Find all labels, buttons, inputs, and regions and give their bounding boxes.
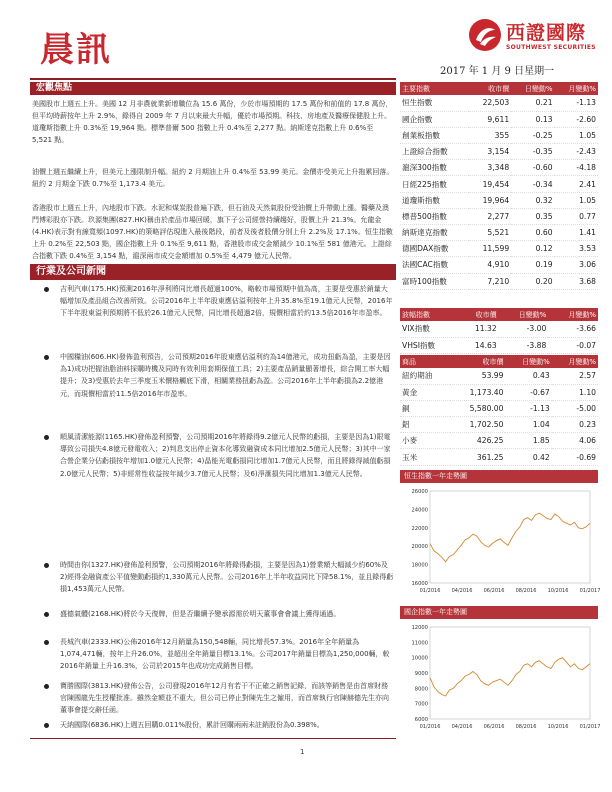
market-focus-paragraph: 油價上週五繼續上升，但美元上漲限制升幅。紐約 2 月期油上升 0.4%至 53.99 美元。金價亦受美元上升拖累回落。紐約 2 月期金下跌 0.7%至 1,173.4 美元。	[32, 168, 394, 188]
table-header: 波幅指數	[400, 308, 458, 321]
table-header: 月變動%	[555, 82, 598, 95]
table-row	[400, 241, 598, 257]
table-cell: 0.43	[505, 368, 551, 384]
header-rule	[30, 78, 396, 80]
table-row	[400, 176, 598, 192]
table-cell: 11.32	[458, 321, 498, 337]
table-header: 月變動%	[548, 308, 598, 321]
y-tick-label: 24000	[411, 507, 428, 514]
table-cell: 0.23	[552, 417, 598, 433]
series-line	[430, 513, 590, 562]
table-row	[400, 257, 598, 273]
news-item: 寶勝國際(3813.HK)發佈公告，公司發現2016年12月有若干不正確之銷售記錄，而該等銷售是由首席財務官陳國龍先生授權批准。雖然金額並不重大，但公司已停止對陳先生之僱用，而首席執行官陳赫德先生亦向董事會提交辭任函。	[60, 682, 389, 715]
table-cell: VHSI指數	[400, 337, 458, 353]
table-cell: 富時100指數	[400, 273, 469, 289]
news-item: 時間由你(1327.HK)發佈盈利預警，公司預期2016年將錄得虧損，主要是因為1)營業額大幅減少約60%及2)經得金融資產公平值變動虧損約1,330萬元人民幣。公司2016年上半年收益同比下降58.1%，並且錄得虧損1,453萬元人民幣。	[60, 561, 394, 594]
table-row	[400, 95, 598, 111]
x-tick-label: 10/2016	[547, 588, 569, 594]
table-cell: 滬深300指數	[400, 160, 469, 176]
news-item: 順風清潔能源(1165.HK)發佈盈利預警，公司預期2016年將錄得9.2億元人民幣的虧損，主要是因為1)限電導致公司損失4.8億元發電收入；2)判息支出停止資本化導致融資成本同比增加2.5億元人民幣；3)其中一家合營企業分佔虧損按年增加1.0億元人民幣；4)晶能光電虧損同比增加1.7億元人民幣，而且將錄得減值虧損2.0億元人民幣；5)非經常性收益按年減少3.7億元人民幣；及6)淨滙損失同比增加1.3億元人民幣。	[60, 433, 391, 478]
table-cell: 1,702.50	[450, 417, 505, 433]
table-row	[400, 337, 598, 353]
table-cell: 0.21	[511, 95, 554, 111]
bullet-icon	[44, 640, 49, 645]
table-row	[400, 111, 598, 127]
table-cell: 2.41	[555, 176, 598, 192]
x-tick-label: 01/2017	[579, 588, 601, 594]
table-cell: 426.25	[450, 433, 505, 449]
market-focus-heading: 宏觀焦點	[30, 82, 396, 95]
table-row	[400, 208, 598, 224]
table-cell: 1.10	[552, 384, 598, 400]
y-tick-label: 12000	[411, 625, 428, 631]
table-row	[400, 127, 598, 143]
table-cell: 9,611	[469, 111, 511, 127]
table-body	[400, 368, 598, 465]
table-cell: -3.66	[548, 321, 598, 337]
table-header: 月變動%	[552, 355, 598, 368]
y-tick-label: 18000	[411, 562, 428, 569]
table-row	[400, 400, 598, 416]
table-cell: 0.35	[511, 208, 554, 224]
table-cell: 1,173.40	[450, 384, 505, 400]
table-row	[400, 225, 598, 241]
table-cell: 14.63	[458, 337, 498, 353]
series-line	[430, 658, 590, 696]
table-cell: 0.32	[511, 192, 554, 208]
table-cell: -0.25	[511, 127, 554, 143]
table-cell: -3.00	[499, 321, 549, 337]
logo-english-name: SOUTHWEST SECURITIES	[506, 44, 596, 51]
table-cell: 1.05	[555, 192, 598, 208]
table-header: 日變動%	[499, 308, 549, 321]
table-cell: 1.41	[555, 225, 598, 241]
volatility-table	[400, 308, 598, 354]
table-cell: 道瓊斯指數	[400, 192, 469, 208]
table-cell: -0.07	[548, 337, 598, 353]
market-focus-paragraph: 美國股市上週五上升。美國 12 月非農就業新增職位為 15.6 萬份，少於市場預期的 17.5 萬份和前值的 17.8 萬份，但平均時薪按年上升 2.9%，錄得自 2009 年 7 月以來最大升幅，優於市場預期。科技、房地產及醫療保健股上升。道瓊斯指數上升 0.3%至 19,964 點。標準普爾 500 指數上升 0.4%至 2,277 點。納斯達克指數上升 0.6%至 5,521 點。	[32, 100, 393, 144]
hsi-chart-plot	[400, 483, 601, 601]
table-cell: -1.13	[555, 95, 598, 111]
table-cell: 0.77	[555, 208, 598, 224]
bullet-icon	[44, 287, 49, 292]
table-row	[400, 192, 598, 208]
table-cell: 0.12	[511, 241, 554, 257]
table-row	[400, 321, 598, 337]
footer-rule	[30, 738, 396, 739]
table-cell: -5.00	[552, 400, 598, 416]
table-cell: -0.60	[511, 160, 554, 176]
table-header: 收市價	[469, 82, 511, 95]
table-cell: 0.42	[505, 449, 551, 465]
table-header: 主要指數	[400, 82, 469, 95]
company-logo	[468, 16, 598, 60]
table-cell: 恒生指數	[400, 95, 469, 111]
bullet-icon	[44, 612, 49, 617]
table-cell: VIX指數	[400, 321, 458, 337]
table-cell: 0.60	[511, 225, 554, 241]
table-cell: 355	[469, 127, 511, 143]
table-body	[400, 321, 598, 353]
x-tick-label: 06/2016	[483, 724, 505, 730]
table-cell: 法國CAC指數	[400, 257, 469, 273]
table-row	[400, 144, 598, 160]
table-cell: -0.35	[511, 144, 554, 160]
news-item: 天納國際(6836.HK)上週五回購0.011%股份，累計回購兩兩未註銷股份為0.398%。	[60, 721, 324, 729]
y-tick-label: 20000	[411, 544, 428, 551]
table-cell: 3.68	[555, 273, 598, 289]
table-cell: 19,964	[469, 192, 511, 208]
news-item: 中國糧油(606.HK)發佈盈利預告，公司預期2016年股東應佔溢利約為14億港元，成功扭虧為盈，主要是因為1)成功把握油脂油料採購時機及同時有效利用套期保值工具；2)主要產品銷量顯著增長，綜合開工率大幅提升；及3)受惠於去年三季度玉米價格觸底下滑，相關業務扭虧為盈。公司2016年上半年虧損為2.2億港元，而現價相當於11.5倍2016年市盈率。	[60, 353, 391, 398]
x-tick-label: 08/2016	[515, 588, 537, 594]
y-tick-label: 6000	[414, 717, 428, 723]
x-tick-label: 06/2016	[483, 588, 505, 594]
table-cell: -4.18	[555, 160, 598, 176]
x-tick-label: 01/2016	[419, 588, 441, 594]
table-cell: 0.20	[511, 273, 554, 289]
report-date: 2017 年 1 月 9 日星期一	[440, 66, 555, 77]
y-tick-label: 11000	[411, 640, 428, 647]
bullet-icon	[44, 723, 49, 728]
table-cell: 紐約期油	[400, 368, 450, 384]
plot-frame	[430, 491, 590, 583]
news-item: 長城汽車(2333.HK)公佈2016年12月銷量為150,548輛，同比增長57.3%。2016年全年銷量為1,074,471輛，按年上升26.0%，並超出全年銷量目標13.1%。公司2017年銷量目標為1,250,000輛，較2016年銷量上升16.3%，公司於2015年也成功完成銷售目標。	[60, 638, 390, 671]
bullet-icon	[44, 355, 49, 360]
table-cell: 1.05	[555, 127, 598, 143]
table-row	[400, 417, 598, 433]
table-cell: 1.85	[505, 433, 551, 449]
y-tick-label: 9000	[414, 671, 428, 677]
table-cell: 德國DAX指數	[400, 241, 469, 257]
table-cell: -0.67	[505, 384, 551, 400]
table-cell: 黃金	[400, 384, 450, 400]
table-header-row	[400, 355, 598, 368]
table-cell: -1.13	[505, 400, 551, 416]
table-cell: 7,210	[469, 273, 511, 289]
table-row	[400, 449, 598, 465]
table-row	[400, 433, 598, 449]
table-cell: -0.69	[552, 449, 598, 465]
hsi-chart	[400, 470, 601, 601]
table-cell: 3.06	[555, 257, 598, 273]
major-indices-table	[400, 82, 598, 290]
table-cell: 361.25	[450, 449, 505, 465]
table-row	[400, 368, 598, 384]
table-cell: 2,277	[469, 208, 511, 224]
y-tick-label: 10000	[411, 655, 428, 662]
table-cell: 鋁	[400, 417, 450, 433]
table-cell: 3,348	[469, 160, 511, 176]
y-tick-label: 16000	[411, 581, 428, 587]
x-tick-label: 10/2016	[547, 724, 569, 730]
table-header: 收市價	[450, 355, 505, 368]
table-cell: 4,910	[469, 257, 511, 273]
report-title: 晨訊	[40, 30, 112, 70]
commodities-table	[400, 355, 598, 466]
table-row	[400, 160, 598, 176]
table-cell: -2.43	[555, 144, 598, 160]
page-number: 1	[300, 748, 305, 756]
y-tick-label: 7000	[414, 701, 428, 708]
table-header: 商品	[400, 355, 450, 368]
x-tick-label: 04/2016	[451, 724, 473, 730]
table-cell: 創業板指數	[400, 127, 469, 143]
table-cell: 22,503	[469, 95, 511, 111]
logo-name: 西證國際	[506, 22, 587, 44]
table-header-row	[400, 82, 598, 95]
table-body	[400, 95, 598, 289]
table-cell: 3.53	[555, 241, 598, 257]
table-cell: 5,521	[469, 225, 511, 241]
table-cell: -0.34	[511, 176, 554, 192]
table-cell: 納斯達克指數	[400, 225, 469, 241]
table-row	[400, 384, 598, 400]
table-cell: 11,599	[469, 241, 511, 257]
table-header: 收市價	[458, 308, 498, 321]
table-cell: 0.13	[511, 111, 554, 127]
x-tick-label: 04/2016	[451, 588, 473, 594]
table-cell: 日經225指數	[400, 176, 469, 192]
table-header: 日變動%	[511, 82, 554, 95]
bullet-icon	[44, 563, 49, 568]
x-tick-label: 01/2016	[419, 724, 441, 730]
table-cell: 標普500指數	[400, 208, 469, 224]
bullet-icon	[44, 435, 49, 440]
table-cell: 玉米	[400, 449, 450, 465]
y-tick-label: 26000	[411, 489, 428, 495]
table-header: 日變動%	[505, 355, 551, 368]
table-cell: 銅	[400, 400, 450, 416]
table-cell: 國企指數	[400, 111, 469, 127]
market-focus-paragraph: 香港股市上週五上升，內地股市下跌。水泥和煤炭股普遍下跌，但石油及天然氣股份受油價上升帶動上漲。醫藥及澳門博彩股亦下跌。玖源集團(827.HK)稱由於產品市場回暖，旗下子公司經營持續趨好，股價上升 21.3%。允龍金(4.HK)表示對有線寬頻(1097.HK)的策略評估現進入最後階段，前者及後者股價分別上升 2.2%及 17.1%。恒生指數上升 0.2%至 22,503 點，國企指數上升 0.1%至 9,611 點，香港股市成交金額減少 10.1%至 581 億港元。上證綜合指數下跌 0.4%至 3,154 點，滬深兩市成交金額增加 0.5%至 4,479 億元人民幣。	[32, 204, 393, 260]
table-cell: 3,154	[469, 144, 511, 160]
table-cell: 上證綜合指數	[400, 144, 469, 160]
table-row	[400, 273, 598, 289]
table-cell: -3.88	[499, 337, 549, 353]
y-tick-label: 22000	[411, 525, 428, 532]
table-cell: 小麥	[400, 433, 450, 449]
table-cell: 4.06	[552, 433, 598, 449]
table-cell: 2.57	[552, 368, 598, 384]
news-item: 吉利汽車(175.HK)預測2016年淨利將同比增長超過100%，略較市場預期中值為高，主要是受惠於銷量大幅增加及產品組合改善所致。公司2016年上半年股東應佔溢利按年上升35.8%至19.1億元人民幣，2016年下半年股東溢利預期將不低於26.1億元人民幣，同比增長超過2倍，規價相當於約13.5倍2016年市盈率。	[60, 285, 393, 318]
table-cell: 1.04	[505, 417, 551, 433]
x-tick-label: 08/2016	[515, 724, 537, 730]
table-cell: 53.99	[450, 368, 505, 384]
bullet-icon	[44, 684, 49, 689]
table-cell: 19,454	[469, 176, 511, 192]
y-tick-label: 8000	[414, 686, 428, 693]
hscei-chart	[400, 606, 601, 737]
x-tick-label: 01/2017	[579, 724, 601, 730]
hscei-chart-plot	[400, 619, 601, 737]
table-cell: -2.60	[555, 111, 598, 127]
news-item: 盛德氣體(2168.HK)將於今天復牌，但是否繼續予變承源需於明天董事會會議上獲得通過。	[60, 610, 341, 618]
chart-title: 國企指數一年走勢圖	[400, 606, 598, 619]
table-cell: 5,580.00	[450, 400, 505, 416]
table-header-row	[400, 308, 598, 321]
logo-mark-icon	[468, 18, 502, 52]
table-cell: 0.19	[511, 257, 554, 273]
industry-news-heading: 行業及公司新聞	[30, 264, 396, 280]
plot-frame	[430, 627, 590, 719]
chart-title: 恒生指數一年走勢圖	[400, 470, 598, 483]
